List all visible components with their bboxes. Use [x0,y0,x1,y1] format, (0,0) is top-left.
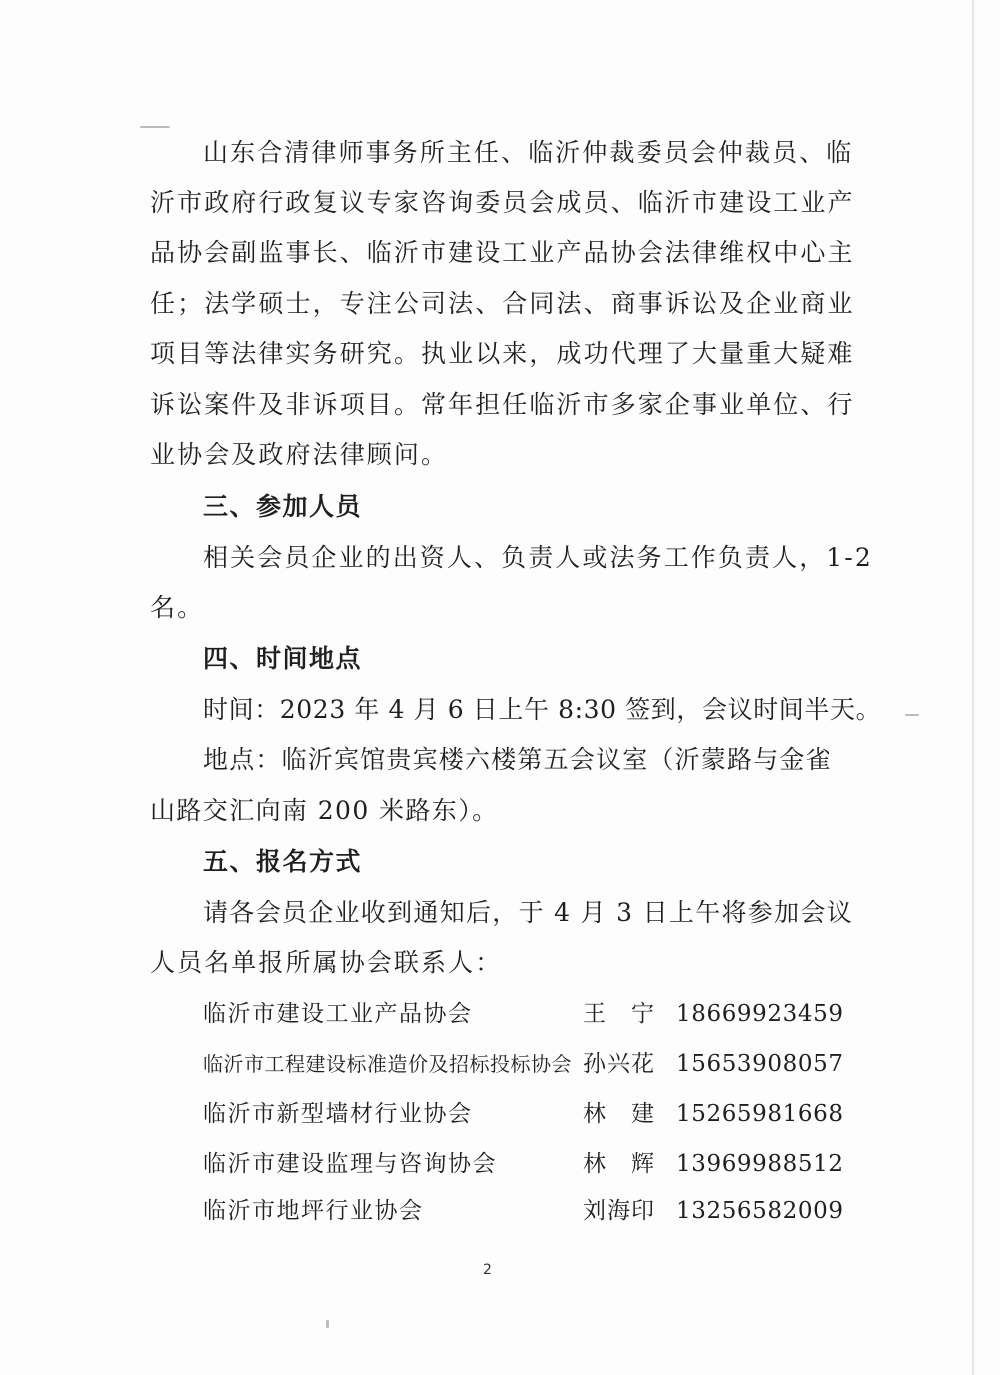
contact-person: 林 建 [583,1101,655,1127]
section-3-heading: 三、参加人员 [203,492,363,521]
bio-line-4: 任；法学硕士，专注公司法、合同法、商事诉讼及企业商业 [150,289,855,318]
contact-phone: 15653908057 [676,1051,844,1077]
scan-speck [326,1320,329,1328]
contact-org: 临沂市地坪行业协会 [203,1198,424,1224]
bio-line-5: 项目等法律实务研究。执业以来，成功代理了大量重大疑难 [150,339,855,368]
section-3-line-1: 相关会员企业的出资人、负责人或法务工作负责人，1-2 [203,543,873,572]
contact-row [203,1194,844,1228]
bio-line-2: 沂市政府行政复议专家咨询委员会成员、临沂市建设工业产 [150,188,855,217]
section-5-line-1: 请各会员企业收到通知后，于 4 月 3 日上午将参加会议 [203,898,854,927]
contact-row [203,1147,844,1181]
bio-line-6: 诉讼案件及非诉项目。常年担任临沂市多家企事业单位、行 [150,390,855,419]
section-5-heading: 五、报名方式 [203,847,363,876]
contact-org: 临沂市建设工业产品协会 [203,1001,473,1027]
contact-phone: 15265981668 [676,1101,844,1127]
contact-person: 王 宁 [583,1001,655,1027]
section-4-heading: 四、时间地点 [203,644,363,673]
page-number: 2 [483,1262,492,1278]
contact-org: 临沂市工程建设标准造价及招标投标协会 [203,1052,572,1076]
meeting-place-line-1: 地点：临沂宾馆贵宾楼六楼第五会议室（沂蒙路与金雀 [203,745,832,774]
bio-line-1: 山东合清律师事务所主任、临沂仲裁委员会仲裁员、临 [203,138,854,167]
meeting-place-line-2: 山路交汇向南 200 米路东）。 [150,796,499,825]
bio-line-7: 业协会及政府法律顾问。 [150,440,449,469]
bio-line-3: 品协会副监事长、临沂市建设工业产品协会法律维权中心主 [150,238,855,267]
contact-person: 孙兴花 [583,1051,655,1077]
meeting-time: 时间：2023 年 4 月 6 日上午 8:30 签到，会议时间半天。 [203,695,882,724]
contact-org: 临沂市建设监理与咨询协会 [203,1151,497,1177]
contact-phone: 13969988512 [676,1151,844,1177]
contact-row [203,1047,844,1081]
contact-person: 林 辉 [583,1151,655,1177]
contact-phone: 18669923459 [676,1001,844,1027]
scan-speck [905,714,919,716]
contact-org: 临沂市新型墙材行业协会 [203,1101,473,1127]
section-3-line-2: 名。 [150,593,205,622]
contact-person: 刘海印 [583,1198,655,1224]
contact-row [203,997,844,1031]
scan-edge-shadow [972,0,974,1375]
contact-phone: 13256582009 [676,1198,844,1224]
contact-row [203,1097,844,1131]
section-5-line-2: 人员名单报所属协会联系人： [150,948,503,977]
scan-speck [140,126,170,128]
